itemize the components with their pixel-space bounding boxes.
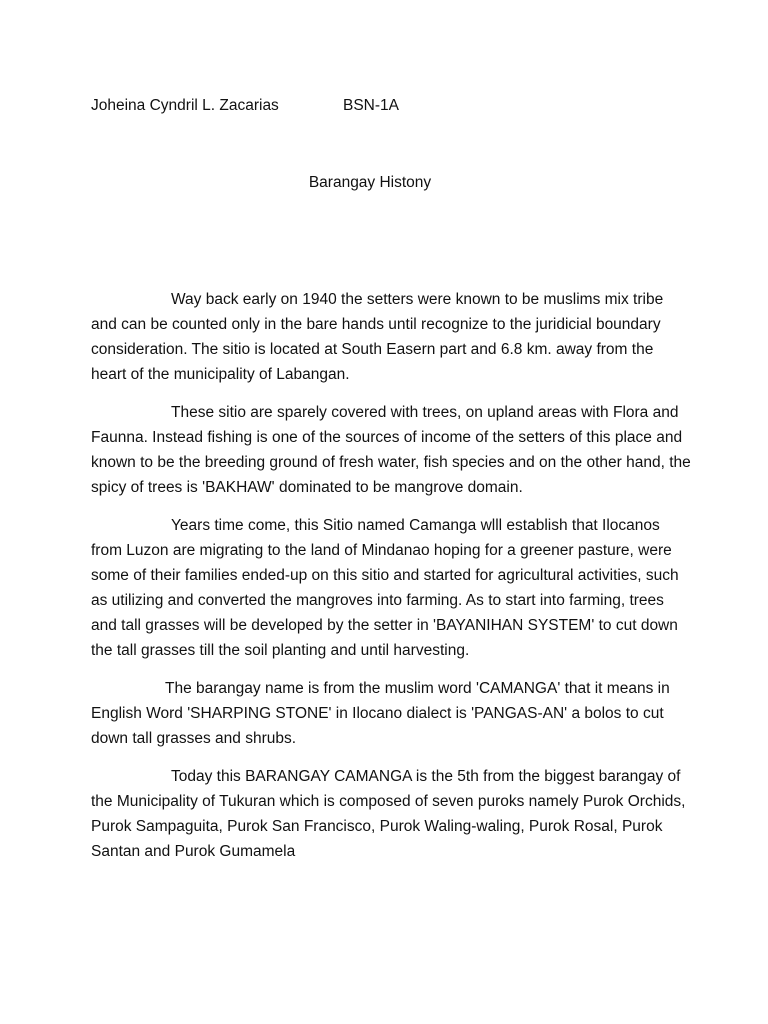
paragraph-5: Today this BARANGAY CAMANGA is the 5th from the biggest barangay of the Municipality of Tukuran which is composed of seven puroks namely Purok Orchids, Purok Sampaguita, Purok San Francisco, Purok Waling-waling, Purok Rosal, Purok Santan and Purok Gumamela [91,768,686,860]
document-title-text: Barangay Histony [308,174,432,191]
course-section: BSN-1A [343,97,399,114]
paragraph-1: Way back early on 1940 the setters were known to be muslims mix tribe and can be counted only in the bare hands until recognize to the juridicial boundary consideration. The sitio is located at South Easern part and 6.8 km. away from the heart of the municipality of Labangan. [91,291,664,383]
author-name: Joheina Cyndril L. Zacarias [91,97,279,114]
paragraph-2: These sitio are sparely covered with trees, on upland areas with Flora and Faunna. Instead fishing is one of the sources of income of the setters of this place and known to be the breeding ground of fresh water, fish species and on the other hand, the spicy of trees is 'BAKHAW' dominated to be mangrove domain. [91,404,691,496]
document-body [91,287,691,877]
paragraph-4: The barangay name is from the muslim word 'CAMANGA' that it means in English Word 'SHARPING STONE' in Ilocano dialect is 'PANGAS-AN' a bolos to cut down tall grasses and shrubs. [91,680,670,747]
document-header [91,96,399,116]
paragraph-3: Years time come, this Sitio named Camanga wlll establish that Ilocanos from Luzon are migrating to the land of Mindanao hoping for a greener pasture, were some of their families ended-up on this sitio and started for agricultural activities, such as utilizing and converted the mangroves into farming. As to start into farming, trees and tall grasses will be developed by the setter in 'BAYANIHAN SYSTEM' to cut down the tall grasses till the soil planting and until harvesting. [91,517,679,659]
document-title [0,173,768,193]
